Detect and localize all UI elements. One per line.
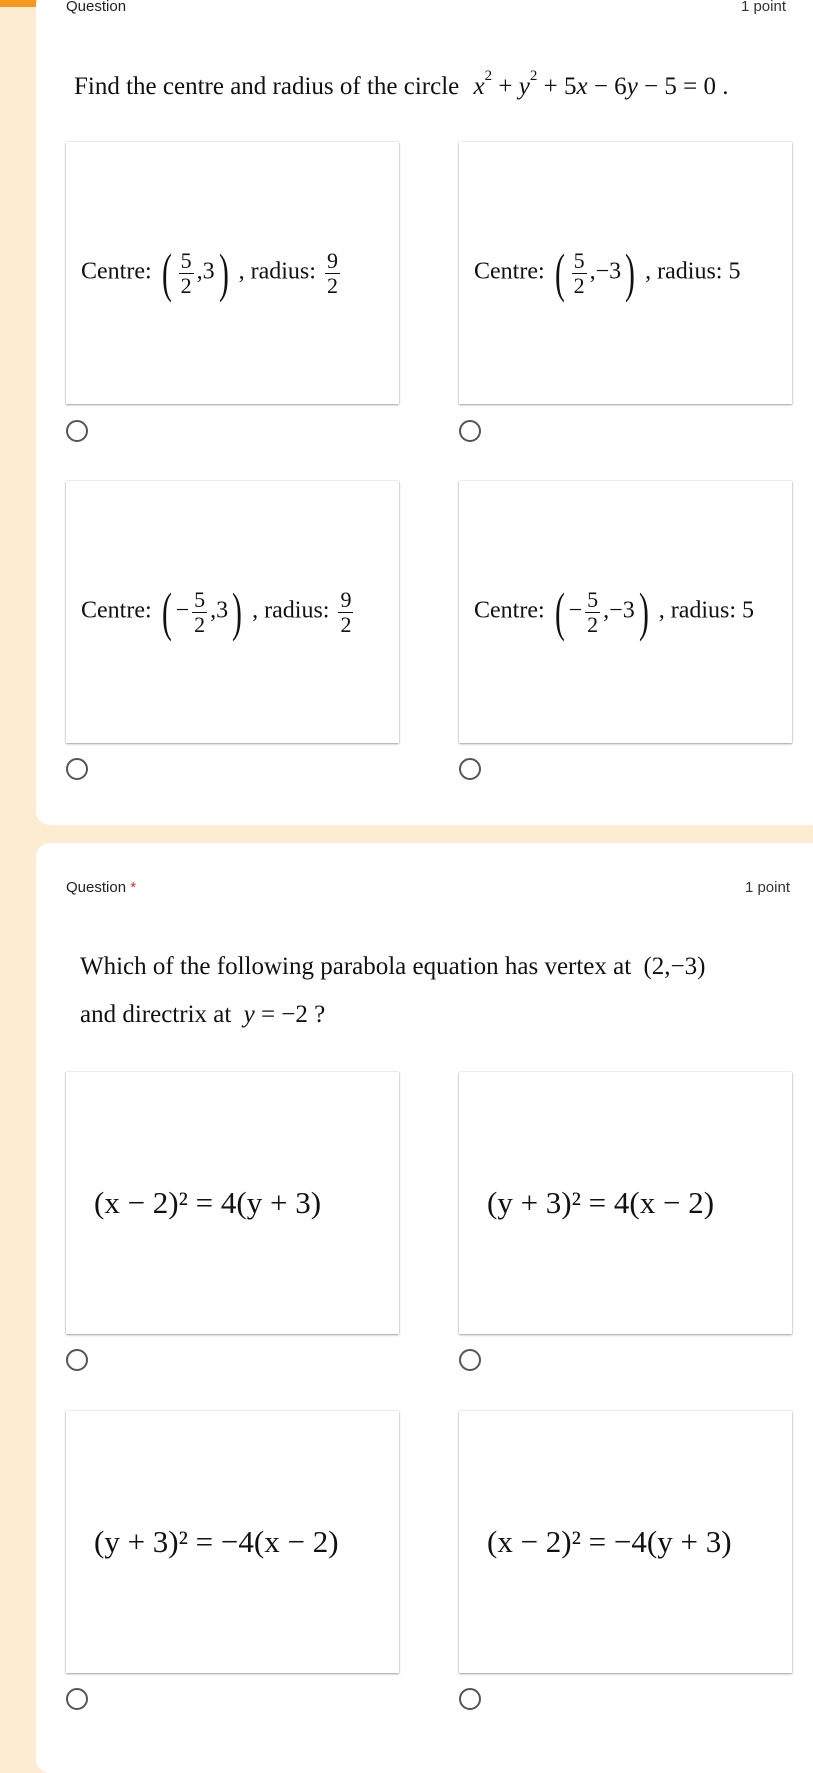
- option-c-radio[interactable]: [66, 758, 88, 780]
- option-d-radio[interactable]: [459, 1688, 481, 1710]
- option-d-radio[interactable]: [459, 758, 481, 780]
- question-label: Question *: [66, 879, 137, 896]
- points-label: 1 point: [740, 0, 786, 15]
- option-card-b[interactable]: (y + 3)² = 4(x − 2): [459, 1072, 792, 1334]
- question-card-1: [36, 0, 813, 825]
- option-card-a[interactable]: (x − 2)² = 4(y + 3): [66, 1072, 399, 1334]
- option-c-radio[interactable]: [66, 1688, 88, 1710]
- option-card-a[interactable]: Centre: ( $\frac{5}{2}$ ,3) , radius: $\frac{9}{2}$: [66, 142, 399, 404]
- option-a-radio[interactable]: [66, 420, 88, 442]
- option-card-b[interactable]: Centre: ( $\frac{5}{2}$ ,−3) , radius: 5: [459, 142, 792, 404]
- option-a-radio[interactable]: [66, 1349, 88, 1371]
- option-card-c[interactable]: (y + 3)² = −4(x − 2): [66, 1411, 399, 1673]
- option-card-d[interactable]: (x − 2)² = −4(y + 3): [459, 1411, 792, 1673]
- question-label: Question: [66, 0, 127, 15]
- option-card-c[interactable]: Centre: ( − $\frac{5}{2}$ ,3) , radius: $\frac{9}{2}$: [66, 481, 399, 743]
- option-b-radio[interactable]: [459, 1349, 481, 1371]
- question-card-2: [36, 843, 813, 1773]
- question-text: Find the centre and radius of the circle $x^2 + y^2 + 5x - 6y - 5 = 0$ .: [74, 68, 729, 100]
- question-text: Which of the following parabola equation has vertex at (2,−3) and directrix at y = −2 ?: [80, 953, 706, 1028]
- option-card-d[interactable]: Centre: ( − $\frac{5}{2}$ ,−3) , radius: 5: [459, 481, 792, 743]
- points-label: 1 point: [744, 879, 790, 896]
- required-mark: *: [130, 879, 137, 896]
- option-b-radio[interactable]: [459, 420, 481, 442]
